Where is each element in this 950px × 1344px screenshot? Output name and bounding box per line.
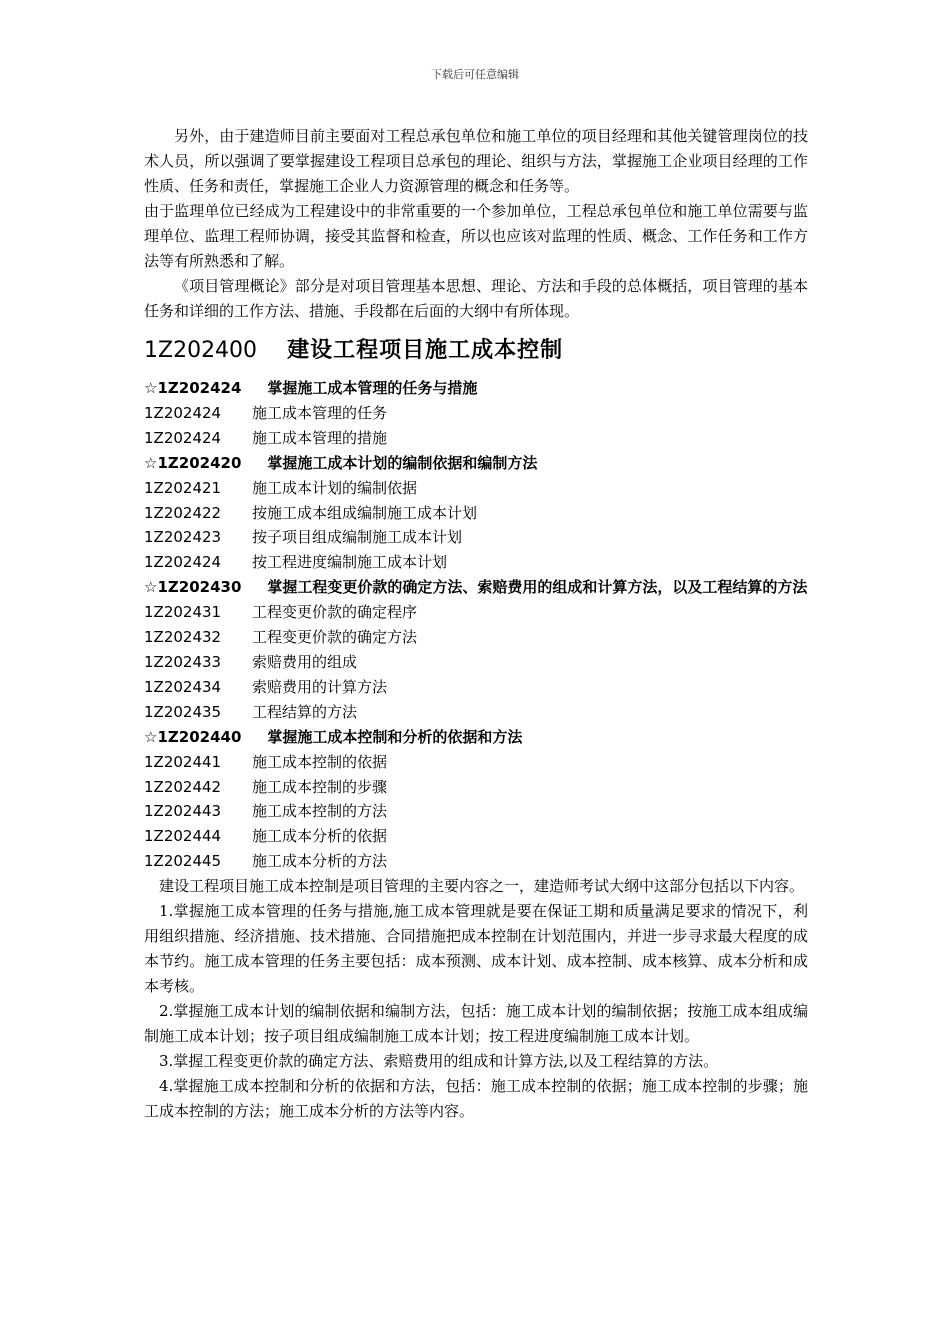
outline-code: 1Z202443 [144, 802, 222, 821]
outline-text: 施工成本控制的方法 [252, 802, 388, 821]
outline-code: 1Z202424 [144, 553, 222, 572]
outline-text: 施工成本管理的措施 [252, 428, 388, 447]
outline-item [144, 550, 808, 575]
outline-text: 按子项目组成编制施工成本计划 [252, 528, 463, 547]
document-body [144, 124, 808, 1124]
outline-text: 施工成本控制的依据 [252, 752, 388, 771]
outline-item [144, 625, 808, 650]
outline-text: 掌握施工成本控制和分析的依据和方法 [267, 727, 523, 746]
summary-item-2: 2.掌握施工成本计划的编制依据和编制方法，包括：施工成本计划的编制依据；按施工成本组成编制施工成本计划；按子项目组成编制施工成本计划；按工程进度编制施工成本计划。 [144, 1002, 808, 1046]
outline-item [144, 849, 808, 874]
outline-code: 1Z202442 [144, 777, 222, 796]
outline-code: ☆1Z202420 [144, 453, 242, 472]
summary-lead: 建设工程项目施工成本控制是项目管理的主要内容之一，建造师考试大纲中这部分包括以下内容。 [159, 877, 805, 896]
intro-paragraph-1: 另外，由于建造师目前主要面对工程总承包单位和施工单位的项目经理和其他关键管理岗位的技术人员，所以强调了要掌握建设工程项目总承包的理论、组织与方法，掌握施工企业项目经理的工作性质、任务和责任，掌握施工企业人力资源管理的概念和任务等。 [144, 127, 808, 195]
outline-code: 1Z202441 [144, 752, 222, 771]
page-header: 下载后可任意编辑 [431, 68, 519, 81]
outline-text: 施工成本分析的方法 [252, 852, 388, 871]
outline-text: 索赔费用的组成 [252, 652, 358, 671]
outline-text: 按工程进度编制施工成本计划 [252, 553, 448, 572]
outline-text: 索赔费用的计算方法 [252, 677, 388, 696]
outline-code: ☆1Z202430 [144, 578, 242, 597]
outline-code: 1Z202444 [144, 827, 222, 846]
outline-text: 按施工成本组成编制施工成本计划 [252, 503, 478, 522]
section-code: 1Z202400 [144, 338, 258, 363]
outline-text: 施工成本分析的依据 [252, 827, 388, 846]
outline-code: 1Z202424 [144, 403, 222, 422]
outline-item [144, 700, 808, 725]
outline-heading [144, 376, 808, 401]
outline-item [144, 750, 808, 775]
outline-text: 施工成本管理的任务 [252, 403, 388, 422]
outline-code: 1Z202424 [144, 428, 222, 447]
section-heading [144, 335, 808, 366]
outline-item [144, 501, 808, 526]
outline-item [144, 426, 808, 451]
outline-heading [144, 451, 808, 476]
outline-item [144, 824, 808, 849]
outline-item [144, 600, 808, 625]
outline-code: 1Z202423 [144, 528, 222, 547]
outline-text: 工程结算的方法 [252, 702, 358, 721]
outline-text: 掌握施工成本管理的任务与措施 [267, 379, 478, 397]
outline-code: ☆1Z202440 [144, 727, 242, 746]
outline-item [144, 476, 808, 501]
summary-item-1: 1.掌握施工成本管理的任务与措施,施工成本管理就是要在保证工期和质量满足要求的情况下，利用组织措施、经济措施、技术措施、合同措施把成本控制在计划范围内，并进一步寻求最大程度的成本节约。施工成本管理的任务主要包括：成本预测、成本计划、成本控制、成本核算、成本分析和成本考核。 [144, 902, 808, 996]
outline-code: 1Z202434 [144, 677, 222, 696]
outline-code: 1Z202421 [144, 478, 222, 497]
outline-heading [144, 725, 808, 750]
summary-item-4: 4.掌握施工成本控制和分析的依据和方法，包括：施工成本控制的依据；施工成本控制的步骤；施工成本控制的方法；施工成本分析的方法等内容。 [144, 1077, 808, 1121]
outline-code: 1Z202435 [144, 702, 222, 721]
outline-text: 工程变更价款的确定程序 [252, 603, 418, 622]
intro-paragraph-3: 《项目管理概论》部分是对项目管理基本思想、理论、方法和手段的总体概括，项目管理的基本任务和详细的工作方法、措施、手段都在后面的大纲中有所体现。 [144, 277, 808, 320]
outline-item [144, 799, 808, 824]
outline-code: 1Z202422 [144, 503, 222, 522]
outline-code: 1Z202431 [144, 603, 222, 622]
outline-text: 工程变更价款的确定方法 [252, 628, 418, 647]
outline-item [144, 775, 808, 800]
outline-code: ☆1Z202424 [144, 379, 242, 397]
outline-item [144, 401, 808, 426]
outline-item [144, 525, 808, 550]
outline-heading [144, 575, 808, 600]
outline-code: 1Z202433 [144, 652, 222, 671]
section-title: 建设工程项目施工成本控制 [287, 337, 564, 363]
outline-text: 施工成本控制的步骤 [252, 777, 388, 796]
outline-text: 掌握施工成本计划的编制依据和编制方法 [267, 453, 538, 472]
summary-item-3: 3.掌握工程变更价款的确定方法、索赔费用的组成和计算方法,以及工程结算的方法。 [159, 1052, 719, 1071]
outline-text: 施工成本计划的编制依据 [252, 478, 418, 497]
outline-text: 掌握工程变更价款的确定方法、索赔费用的组成和计算方法，以及工程结算的方法 [267, 578, 808, 597]
outline-code: 1Z202432 [144, 628, 222, 647]
outline-code: 1Z202445 [144, 852, 222, 871]
outline-item [144, 675, 808, 700]
outline-list [144, 376, 808, 874]
intro-paragraph-2: 由于监理单位已经成为工程建设中的非常重要的一个参加单位，工程总承包单位和施工单位需要与监理单位、监理工程师协调，接受其监督和检查，所以也应该对监理的性质、概念、工作任务和工作方法等有所熟悉和了解。 [144, 202, 808, 270]
outline-item [144, 650, 808, 675]
